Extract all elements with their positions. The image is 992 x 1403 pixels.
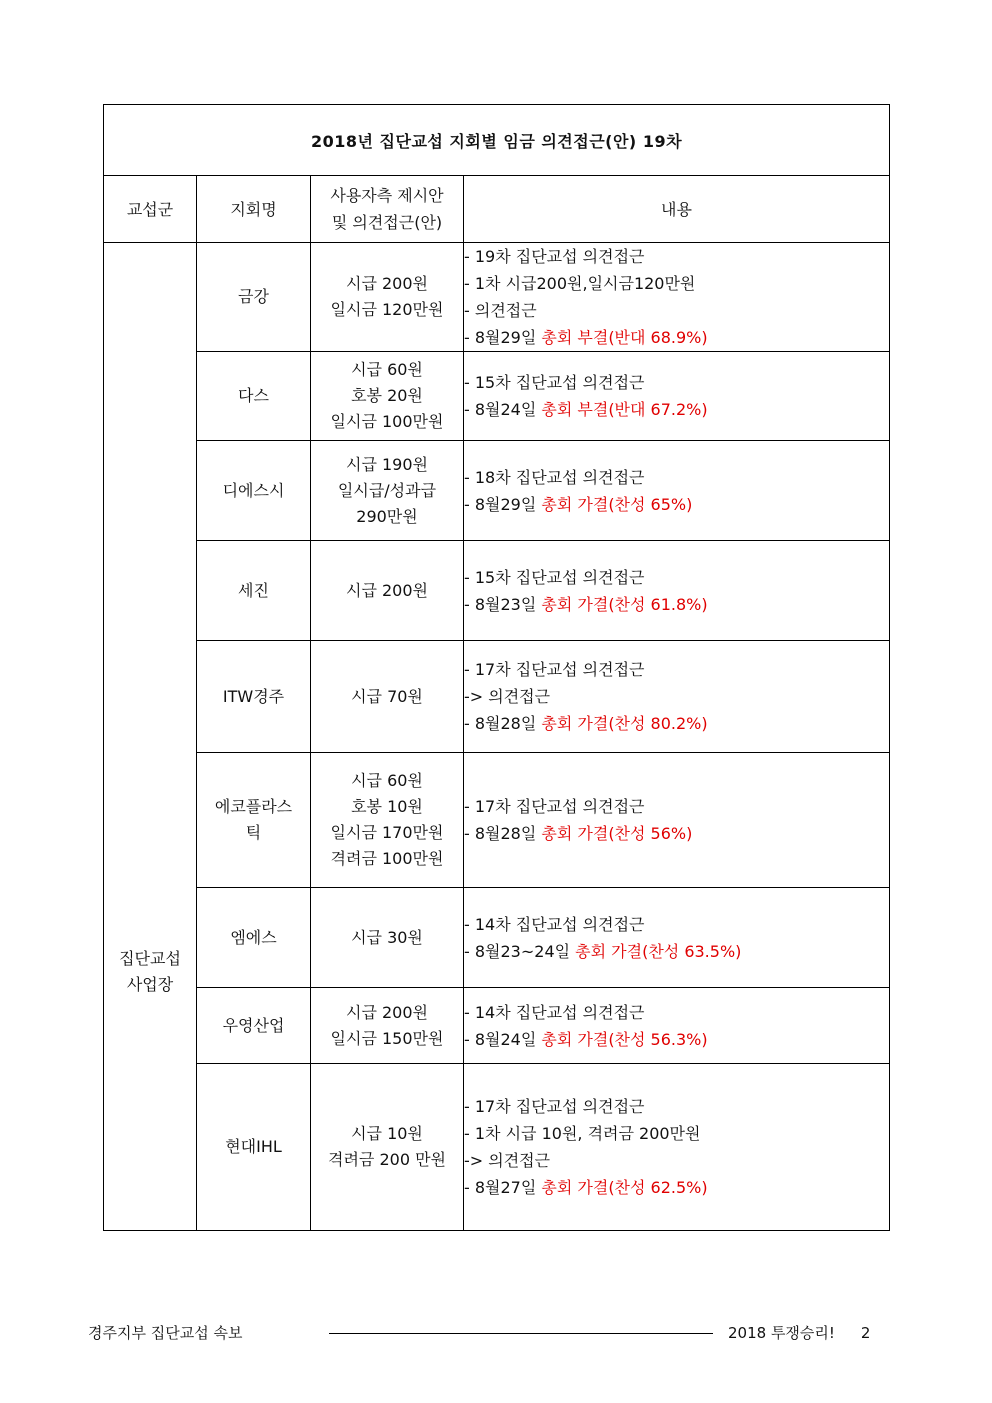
table-row	[104, 352, 890, 441]
proposal-cell	[311, 753, 464, 888]
branch-name: 에코플라스	[214, 797, 293, 816]
content-text: - 8월27일	[464, 1178, 542, 1197]
proposal-line: 호봉 20원	[351, 386, 423, 405]
vote-result: 총회 가결(찬성 65%)	[541, 494, 693, 514]
branch-name: 우영산업	[222, 1015, 285, 1035]
content-text: - 18차 집단교섭 의견접근	[464, 467, 645, 487]
content-cell	[464, 641, 890, 753]
branch-cell	[197, 243, 311, 352]
page-number: 2	[860, 1324, 871, 1342]
branch-cell	[197, 888, 311, 988]
table-row	[104, 243, 890, 352]
proposal-cell	[311, 988, 464, 1064]
vote-result: 총회 부결(반대 67.2%)	[541, 400, 708, 419]
group-label-line1: 집단교섭	[119, 948, 181, 968]
footer-right	[728, 1322, 870, 1343]
proposal-line: 시급 190원	[346, 454, 428, 474]
proposal-line: 시급 60원	[351, 771, 423, 790]
branch-name: 틱	[245, 823, 262, 842]
proposal-line: 일시금 170만원	[330, 823, 444, 842]
content-text: - 17차 집단교섭 의견접근	[464, 660, 645, 679]
content-line	[464, 591, 889, 618]
content-text: - 1차 시급200원,일시금120만원	[464, 274, 696, 293]
content-text: - 8월24일	[464, 1029, 542, 1049]
content-line	[464, 297, 889, 324]
content-cell	[464, 888, 890, 988]
proposal-line: 시급 10원	[351, 1124, 423, 1143]
content-line	[464, 324, 889, 351]
branch-name: 현대IHL	[225, 1137, 282, 1156]
proposal-line: 일시금 120만원	[330, 300, 444, 319]
content-cell	[464, 541, 890, 641]
content-text: - 19차 집단교섭 의견접근	[464, 247, 645, 266]
content-line	[464, 999, 889, 1026]
content-line	[464, 1147, 889, 1174]
vote-result: 총회 가결(찬성 63.5%)	[575, 941, 742, 961]
content-text: - 14차 집단교섭 의견접근	[464, 1002, 645, 1022]
content-text: - 8월23~24일	[464, 941, 576, 961]
content-line	[464, 1093, 889, 1120]
proposal-line: 시급 60원	[351, 360, 423, 379]
content-line	[464, 564, 889, 591]
header-group: 교섭군	[104, 176, 197, 243]
content-text: - 17차 집단교섭 의견접근	[464, 1097, 645, 1116]
table-row	[104, 753, 890, 888]
branch-cell	[197, 441, 311, 541]
branch-cell	[197, 988, 311, 1064]
footer-left-text: 경주지부 집단교섭 속보	[88, 1324, 243, 1342]
vote-result: 총회 가결(찬성 61.8%)	[541, 594, 708, 614]
content-text: - 8월28일	[464, 714, 542, 733]
content-line	[464, 243, 889, 270]
branch-name: ITW경주	[222, 686, 285, 706]
content-line	[464, 683, 889, 710]
content-text: - 15차 집단교섭 의견접근	[464, 373, 645, 392]
group-cell	[104, 243, 197, 1231]
header-row	[104, 176, 890, 243]
content-text: - 의견접근	[464, 301, 537, 320]
content-line	[464, 1174, 889, 1201]
branch-name: 세진	[238, 580, 269, 600]
content-cell	[464, 441, 890, 541]
table-row	[104, 988, 890, 1064]
proposal-line: 시급 70원	[351, 686, 423, 706]
table-row	[104, 541, 890, 641]
footer-divider	[329, 1333, 713, 1334]
table-row	[104, 441, 890, 541]
branch-cell	[197, 753, 311, 888]
table-row	[104, 641, 890, 753]
header-proposal-line1: 사용자측 제시안	[330, 186, 444, 205]
header-proposal-line2: 및 의견접근(안)	[331, 213, 443, 232]
proposal-cell	[311, 1064, 464, 1231]
vote-result: 총회 부결(반대 68.9%)	[541, 328, 708, 347]
proposal-line: 시급 200원	[346, 580, 428, 600]
content-line	[464, 656, 889, 683]
content-text: - 8월29일	[464, 494, 542, 514]
vote-result: 총회 가결(찬성 80.2%)	[541, 714, 708, 733]
proposal-line: 290만원	[356, 506, 418, 526]
footer-slogan: 2018 투쟁승리!	[728, 1324, 835, 1342]
branch-cell	[197, 1064, 311, 1231]
branch-name: 금강	[238, 287, 269, 306]
content-cell	[464, 753, 890, 888]
content-line	[464, 820, 889, 847]
table-row	[104, 1064, 890, 1231]
table-title: 2018년 집단교섭 지회별 임금 의견접근(안) 19차	[104, 105, 890, 176]
content-text: - 8월24일	[464, 400, 542, 419]
proposal-line: 격려금 200 만원	[328, 1150, 446, 1169]
proposal-line: 일시금 100만원	[330, 412, 444, 431]
table-row	[104, 888, 890, 988]
branch-cell	[197, 641, 311, 753]
vote-result: 총회 가결(찬성 56.3%)	[541, 1029, 708, 1049]
content-line	[464, 270, 889, 297]
content-line	[464, 1120, 889, 1147]
proposal-line: 시급 200원	[346, 1002, 428, 1022]
content-cell	[464, 988, 890, 1064]
content-line	[464, 1026, 889, 1053]
proposal-line: 시급 200원	[346, 274, 428, 293]
content-text: -> 의견접근	[464, 1151, 551, 1170]
proposal-cell	[311, 441, 464, 541]
proposal-line: 일시금 150만원	[330, 1028, 444, 1048]
content-text: - 8월23일	[464, 594, 542, 614]
branch-name: 엠에스	[230, 927, 277, 947]
content-text: - 14차 집단교섭 의견접근	[464, 914, 645, 934]
content-text: - 8월28일	[464, 824, 542, 843]
content-text: - 17차 집단교섭 의견접근	[464, 797, 645, 816]
proposal-line: 시급 30원	[351, 927, 423, 947]
content-cell	[464, 352, 890, 441]
proposal-cell	[311, 243, 464, 352]
branch-cell	[197, 352, 311, 441]
proposal-line: 일시급/성과급	[337, 480, 437, 500]
group-label-line2: 사업장	[126, 974, 174, 994]
content-text: - 1차 시급 10원, 격려금 200만원	[464, 1124, 701, 1143]
content-cell	[464, 243, 890, 352]
branch-name: 다스	[238, 386, 269, 405]
vote-result: 총회 가결(찬성 56%)	[541, 824, 693, 843]
proposal-line: 호봉 10원	[351, 797, 423, 816]
header-content: 내용	[464, 176, 890, 243]
proposal-cell	[311, 541, 464, 641]
content-line	[464, 938, 889, 965]
proposal-cell	[311, 352, 464, 441]
header-branch: 지회명	[197, 176, 311, 243]
branch-cell	[197, 541, 311, 641]
branch-name: 디에스시	[222, 480, 285, 500]
proposal-cell	[311, 888, 464, 988]
content-text: - 8월29일	[464, 328, 542, 347]
content-text: -> 의견접근	[464, 687, 551, 706]
content-line	[464, 710, 889, 737]
content-line	[464, 491, 889, 518]
content-cell	[464, 1064, 890, 1231]
content-line	[464, 911, 889, 938]
content-text: - 15차 집단교섭 의견접근	[464, 567, 645, 587]
proposal-line: 격려금 100만원	[330, 849, 444, 868]
wage-agreement-table	[103, 104, 890, 1231]
content-line	[464, 396, 889, 423]
proposal-cell	[311, 641, 464, 753]
vote-result: 총회 가결(찬성 62.5%)	[541, 1178, 708, 1197]
content-line	[464, 369, 889, 396]
content-line	[464, 464, 889, 491]
header-proposal	[311, 176, 464, 243]
content-line	[464, 793, 889, 820]
